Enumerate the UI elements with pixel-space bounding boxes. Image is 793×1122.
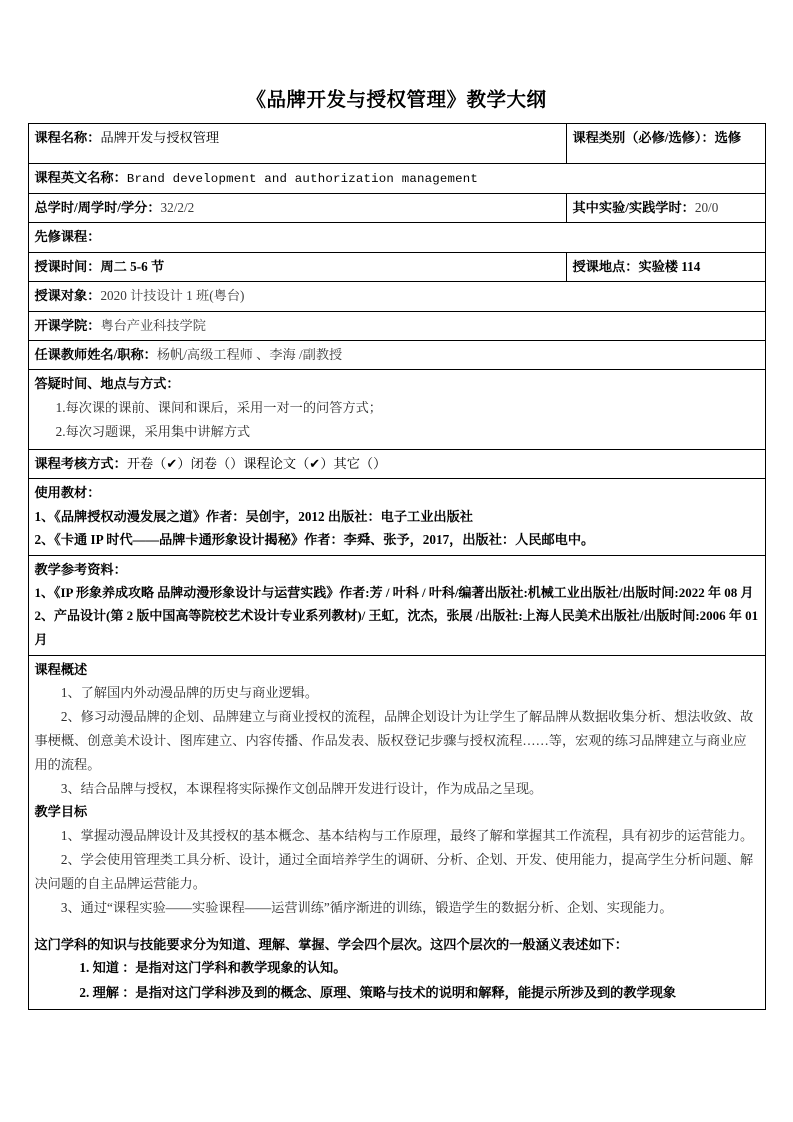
course-en-value: Brand development and authorization management xyxy=(126,172,479,186)
objectives-item-1: 1、掌握动漫品牌设计及其授权的基本概念、基本结构与工作原理，最终了解和掌握其工作流程，具有初步的运营能力。 xyxy=(60,827,754,843)
table-row xyxy=(28,340,765,369)
assessment-value: 开卷（✔）闭卷（）课程论文（✔）其它（） xyxy=(126,455,387,471)
table-row xyxy=(28,194,765,223)
table-row xyxy=(28,164,765,194)
cell-references xyxy=(28,555,765,655)
reference-item-2: 2、产品设计(第 2 版中国高等院校艺术设计专业系列教材)/ 王虹，沈杰，张展 /出版社:上海人民美术出版社/出版时间:2006 年 01 月 xyxy=(34,608,759,647)
audience-label: 授课对象： xyxy=(34,288,101,304)
qa-label: 答疑时间、地点与方式： xyxy=(34,376,180,392)
course-name-label: 课程名称： xyxy=(34,130,101,145)
cell-class-place xyxy=(566,252,765,281)
assessment-label: 课程考核方式： xyxy=(34,455,127,471)
college-value: 粤台产业科技学院 xyxy=(100,317,206,333)
course-name-value: 品牌开发与授权管理 xyxy=(100,130,220,145)
overview-heading: 课程概述 xyxy=(34,661,88,677)
cell-course-category xyxy=(566,124,765,164)
course-category-label: 课程类别（必修/选修）： xyxy=(572,130,715,145)
textbook-item-1: 1、《品牌授权动漫发展之道》作者：吴创宇，2012 出版社：电子工业出版社 xyxy=(34,508,473,524)
table-row xyxy=(28,124,765,164)
cell-hours xyxy=(28,194,566,223)
overview-item-2: 2、修习动漫品牌的企划、品牌建立与商业授权的流程，品牌企划设计为让学生了解品牌从数据收集分析、想法收敛、故事梗概、创意美术设计、图库建立、内容传播、作品发表、版权登记步骤与授权流程……等，宏观的练习品牌建立与商业应用的流程。 xyxy=(34,709,754,773)
table-row xyxy=(28,655,765,1010)
overview-item-1: 1、了解国内外动漫品牌的历史与商业逻辑。 xyxy=(60,685,319,701)
textbook-item-2: 2、《卡通 IP 时代——品牌卡通形象设计揭秘》作者：李舜、张予，2017，出版社：人民邮电中。 xyxy=(34,531,595,547)
objectives-item-2: 2、学会使用管理类工具分析、设计，通过全面培养学生的调研、分析、企划、开发、使用能力，提高学生分析问题、解决问题的自主品牌运营能力。 xyxy=(34,851,754,891)
cell-course-en xyxy=(28,164,765,194)
teacher-value: 杨帆/高级工程师 、李海 /副教授 xyxy=(156,346,343,362)
table-row xyxy=(28,282,765,311)
table-row xyxy=(28,449,765,478)
levels-intro: 这门学科的知识与技能要求分为知道、理解、掌握、学会四个层次。这四个层次的一般涵义表述如下： xyxy=(34,936,628,952)
lab-hours-value: 20/0 xyxy=(694,200,719,216)
cell-college xyxy=(28,311,765,340)
page-title: 《品牌开发与授权管理》教学大纲 xyxy=(246,90,547,111)
objectives-heading: 教学目标 xyxy=(34,804,88,820)
college-label: 开课学院： xyxy=(34,317,101,333)
course-category-value: 选修 xyxy=(714,130,742,145)
objectives-item-3: 3、通过“课程实验——实验课程——运营训练”循序渐进的训练，锻造学生的数据分析、企划、实现能力。 xyxy=(60,899,673,915)
cell-teacher xyxy=(28,340,765,369)
levels-item-1: 1. 知道 ：是指对这门学科和教学现象的认知。 xyxy=(79,960,347,976)
table-row xyxy=(28,311,765,340)
table-row xyxy=(28,223,765,252)
class-time-value: 周二 5-6 节 xyxy=(100,258,165,274)
table-row xyxy=(28,252,765,281)
cell-assessment xyxy=(28,449,765,478)
textbook-heading: 使用教材： xyxy=(34,485,101,501)
prereq-label: 先修课程： xyxy=(34,229,101,245)
class-time-label: 授课时间： xyxy=(34,258,101,274)
table-row xyxy=(28,555,765,655)
levels-item-2: 2. 理解 ：是指对这门学科涉及到的概念、原理、策略与技术的说明和解释，能提示所涉及到的教学现象 xyxy=(79,984,677,1000)
spacer xyxy=(35,920,759,934)
table-row xyxy=(28,370,765,450)
teacher-label: 任课教师姓名/职称： xyxy=(34,346,157,362)
cell-qa xyxy=(28,370,765,450)
hours-label: 总学时/周学时/学分： xyxy=(34,200,161,216)
lab-hours-label: 其中实验/实践学时： xyxy=(572,200,695,216)
cell-course-name xyxy=(28,124,566,164)
reference-item-1: 1、《IP 形象养成攻略 品牌动漫形象设计与运营实践》作者:芳 / 叶科 / 叶科/编著出版社:机械工业出版社/出版时间:2022 年 08 月 xyxy=(34,585,754,601)
course-en-label: 课程英文名称： xyxy=(34,170,127,185)
qa-item-1: 1.每次课的课前、课间和课后，采用一对一的问答方式； xyxy=(55,399,382,415)
cell-class-time xyxy=(28,252,566,281)
cell-textbooks xyxy=(28,479,765,556)
class-place-label: 授课地点： xyxy=(572,258,639,274)
reference-heading: 教学参考资料： xyxy=(34,561,127,577)
cell-overview-objectives xyxy=(28,655,765,1010)
class-place-value: 实验楼 114 xyxy=(638,258,701,274)
audience-value: 2020 计技设计 1 班(粤台) xyxy=(100,288,245,304)
overview-item-3: 3、结合品牌与授权，本课程将实际操作文创品牌开发进行设计，作为成品之呈现。 xyxy=(60,781,543,797)
hours-value: 32/2/2 xyxy=(160,200,195,216)
table-row xyxy=(28,479,765,556)
cell-prereq xyxy=(28,223,765,252)
cell-audience xyxy=(28,282,765,311)
cell-lab-hours xyxy=(566,194,765,223)
syllabus-table xyxy=(28,123,766,1010)
qa-item-2: 2.每次习题课，采用集中讲解方式 xyxy=(55,424,251,440)
